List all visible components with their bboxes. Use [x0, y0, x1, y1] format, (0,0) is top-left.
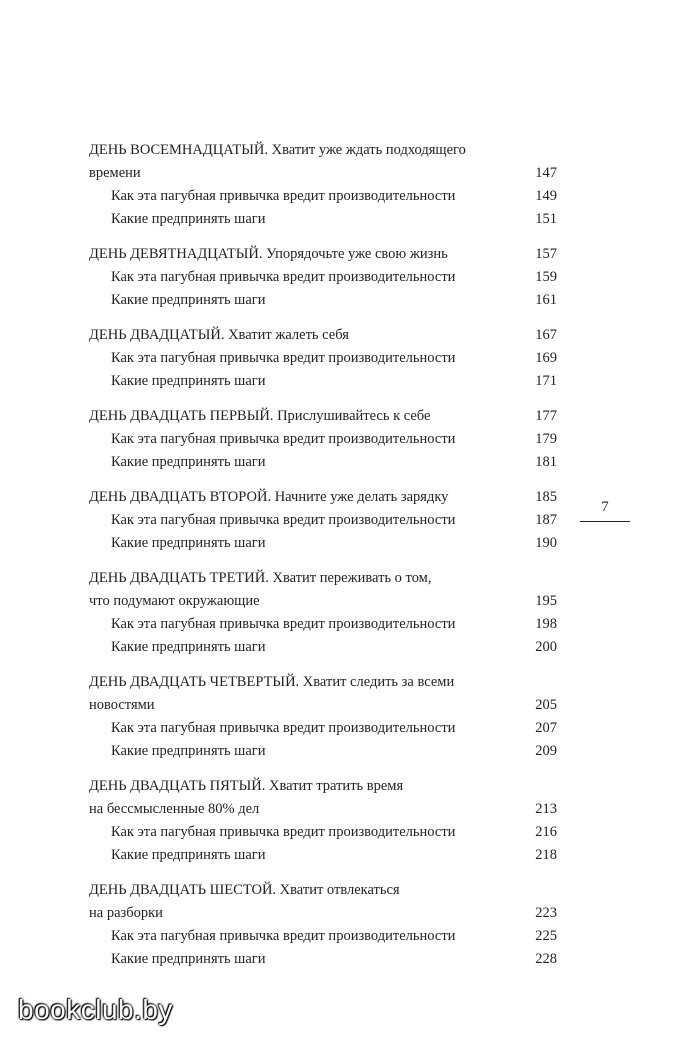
- toc-chapter-title: [89, 405, 557, 428]
- toc-entry-text: Как эта пагубная привычка вредит производительности: [111, 431, 456, 447]
- toc-subentry: [89, 266, 557, 289]
- toc-page-number: 228: [535, 951, 557, 967]
- toc-page-number: 151: [535, 211, 557, 227]
- toc-page-number: 161: [535, 292, 557, 308]
- toc-entry-text: ДЕНЬ ДВАДЦАТЬ ПЯТЫЙ. Хватит тратить время: [89, 778, 404, 794]
- toc-subentry: [89, 636, 557, 659]
- toc-chapter-title: [89, 902, 557, 925]
- toc-entry-text: Как эта пагубная привычка вредит производительности: [111, 928, 456, 944]
- toc-page-number: 169: [535, 350, 557, 366]
- toc-chapter-title: [89, 139, 557, 162]
- toc-entry-text: ДЕНЬ ДВАДЦАТЬ ШЕСТОЙ. Хватит отвлекаться: [89, 882, 400, 898]
- toc-entry-text: Какие предпринять шаги: [111, 373, 266, 389]
- toc-chapter-title: [89, 590, 557, 613]
- toc-entry-text: ДЕНЬ ДВАДЦАТЬ ВТОРОЙ. Начните уже делать зарядку: [89, 489, 449, 505]
- toc-page-number: 177: [535, 408, 557, 424]
- toc-entry-text: Какие предпринять шаги: [111, 454, 266, 470]
- toc-chapter: [89, 243, 557, 312]
- toc-chapter-title: [89, 694, 557, 717]
- toc-subentry: [89, 370, 557, 393]
- toc-entry-text: новостями: [89, 697, 155, 713]
- toc-page-number: 205: [535, 697, 557, 713]
- toc-entry-text: что подумают окружающие: [89, 593, 260, 609]
- toc-entry-text: Какие предпринять шаги: [111, 292, 266, 308]
- toc-entry-text: Как эта пагубная привычка вредит производительности: [111, 350, 456, 366]
- watermark: bookclub.by: [18, 994, 173, 1025]
- toc-subentry: [89, 509, 557, 532]
- toc-entry-text: ДЕНЬ ДЕВЯТНАДЦАТЫЙ. Упорядочьте уже свою жизнь: [89, 246, 448, 262]
- table-of-contents: [89, 139, 557, 983]
- toc-chapter-title: [89, 879, 557, 902]
- toc-entry-text: Как эта пагубная привычка вредит производительности: [111, 824, 456, 840]
- toc-page-number: 187: [535, 512, 557, 528]
- toc-page-number: 213: [535, 801, 557, 817]
- toc-entry-text: Как эта пагубная привычка вредит производительности: [111, 269, 456, 285]
- toc-page-number: 207: [535, 720, 557, 736]
- toc-chapter: [89, 139, 557, 231]
- toc-page-number: 167: [535, 327, 557, 343]
- toc-entry-text: ДЕНЬ ДВАДЦАТЫЙ. Хватит жалеть себя: [89, 327, 349, 343]
- toc-subentry: [89, 347, 557, 370]
- toc-subentry: [89, 740, 557, 763]
- toc-chapter-title: [89, 775, 557, 798]
- toc-page-number: 159: [535, 269, 557, 285]
- toc-entry-text: Какие предпринять шаги: [111, 639, 266, 655]
- toc-entry-text: ДЕНЬ ДВАДЦАТЬ ТРЕТИЙ. Хватит переживать о том,: [89, 570, 432, 586]
- toc-entry-text: Как эта пагубная привычка вредит производительности: [111, 720, 456, 736]
- toc-page-number: 149: [535, 188, 557, 204]
- toc-subentry: [89, 613, 557, 636]
- toc-subentry: [89, 289, 557, 312]
- toc-subentry: [89, 821, 557, 844]
- toc-entry-text: Как эта пагубная привычка вредит производительности: [111, 616, 456, 632]
- toc-subentry: [89, 185, 557, 208]
- toc-entry-text: на разборки: [89, 905, 163, 921]
- toc-chapter-title: [89, 486, 557, 509]
- toc-entry-text: Какие предпринять шаги: [111, 743, 266, 759]
- toc-chapter-title: [89, 324, 557, 347]
- toc-chapter: [89, 405, 557, 474]
- toc-chapter: [89, 486, 557, 555]
- toc-chapter-title: [89, 798, 557, 821]
- toc-page-number: 185: [535, 489, 557, 505]
- toc-page-number: 209: [535, 743, 557, 759]
- toc-page-number: 218: [535, 847, 557, 863]
- toc-chapter: [89, 324, 557, 393]
- toc-page-number: 195: [535, 593, 557, 609]
- toc-chapter-title: [89, 671, 557, 694]
- toc-chapter-title: [89, 162, 557, 185]
- page-number: 7: [601, 499, 609, 515]
- toc-entry-text: времени: [89, 165, 141, 181]
- toc-subentry: [89, 948, 557, 971]
- toc-subentry: [89, 451, 557, 474]
- toc-page-number: 157: [535, 246, 557, 262]
- toc-chapter-title: [89, 243, 557, 266]
- toc-entry-text: Как эта пагубная привычка вредит производительности: [111, 512, 456, 528]
- toc-entry-text: ДЕНЬ ДВАДЦАТЬ ЧЕТВЕРТЫЙ. Хватит следить за всеми: [89, 674, 455, 690]
- page-number-block: [580, 497, 630, 522]
- toc-entry-text: Какие предпринять шаги: [111, 847, 266, 863]
- toc-entry-text: Какие предпринять шаги: [111, 535, 266, 551]
- toc-page-number: 147: [535, 165, 557, 181]
- toc-chapter-title: [89, 567, 557, 590]
- toc-subentry: [89, 208, 557, 231]
- toc-page-number: 179: [535, 431, 557, 447]
- toc-page-number: 190: [535, 535, 557, 551]
- toc-subentry: [89, 844, 557, 867]
- page-number-rule: [580, 521, 630, 522]
- toc-subentry: [89, 925, 557, 948]
- toc-entry-text: Какие предпринять шаги: [111, 211, 266, 227]
- toc-page-number: 198: [535, 616, 557, 632]
- toc-chapter: [89, 567, 557, 659]
- toc-page-number: 216: [535, 824, 557, 840]
- toc-chapter: [89, 879, 557, 971]
- toc-page-number: 225: [535, 928, 557, 944]
- toc-entry-text: ДЕНЬ ВОСЕМНАДЦАТЫЙ. Хватит уже ждать подходящего: [89, 142, 466, 158]
- toc-page-number: 181: [535, 454, 557, 470]
- toc-entry-text: Какие предпринять шаги: [111, 951, 266, 967]
- toc-chapter: [89, 671, 557, 763]
- toc-page-number: 200: [535, 639, 557, 655]
- toc-chapter: [89, 775, 557, 867]
- toc-subentry: [89, 428, 557, 451]
- toc-entry-text: Как эта пагубная привычка вредит производительности: [111, 188, 456, 204]
- toc-page-number: 171: [535, 373, 557, 389]
- toc-entry-text: ДЕНЬ ДВАДЦАТЬ ПЕРВЫЙ. Прислушивайтесь к себе: [89, 408, 431, 424]
- toc-subentry: [89, 532, 557, 555]
- toc-entry-text: на бессмысленные 80% дел: [89, 801, 260, 817]
- toc-subentry: [89, 717, 557, 740]
- toc-page-number: 223: [535, 905, 557, 921]
